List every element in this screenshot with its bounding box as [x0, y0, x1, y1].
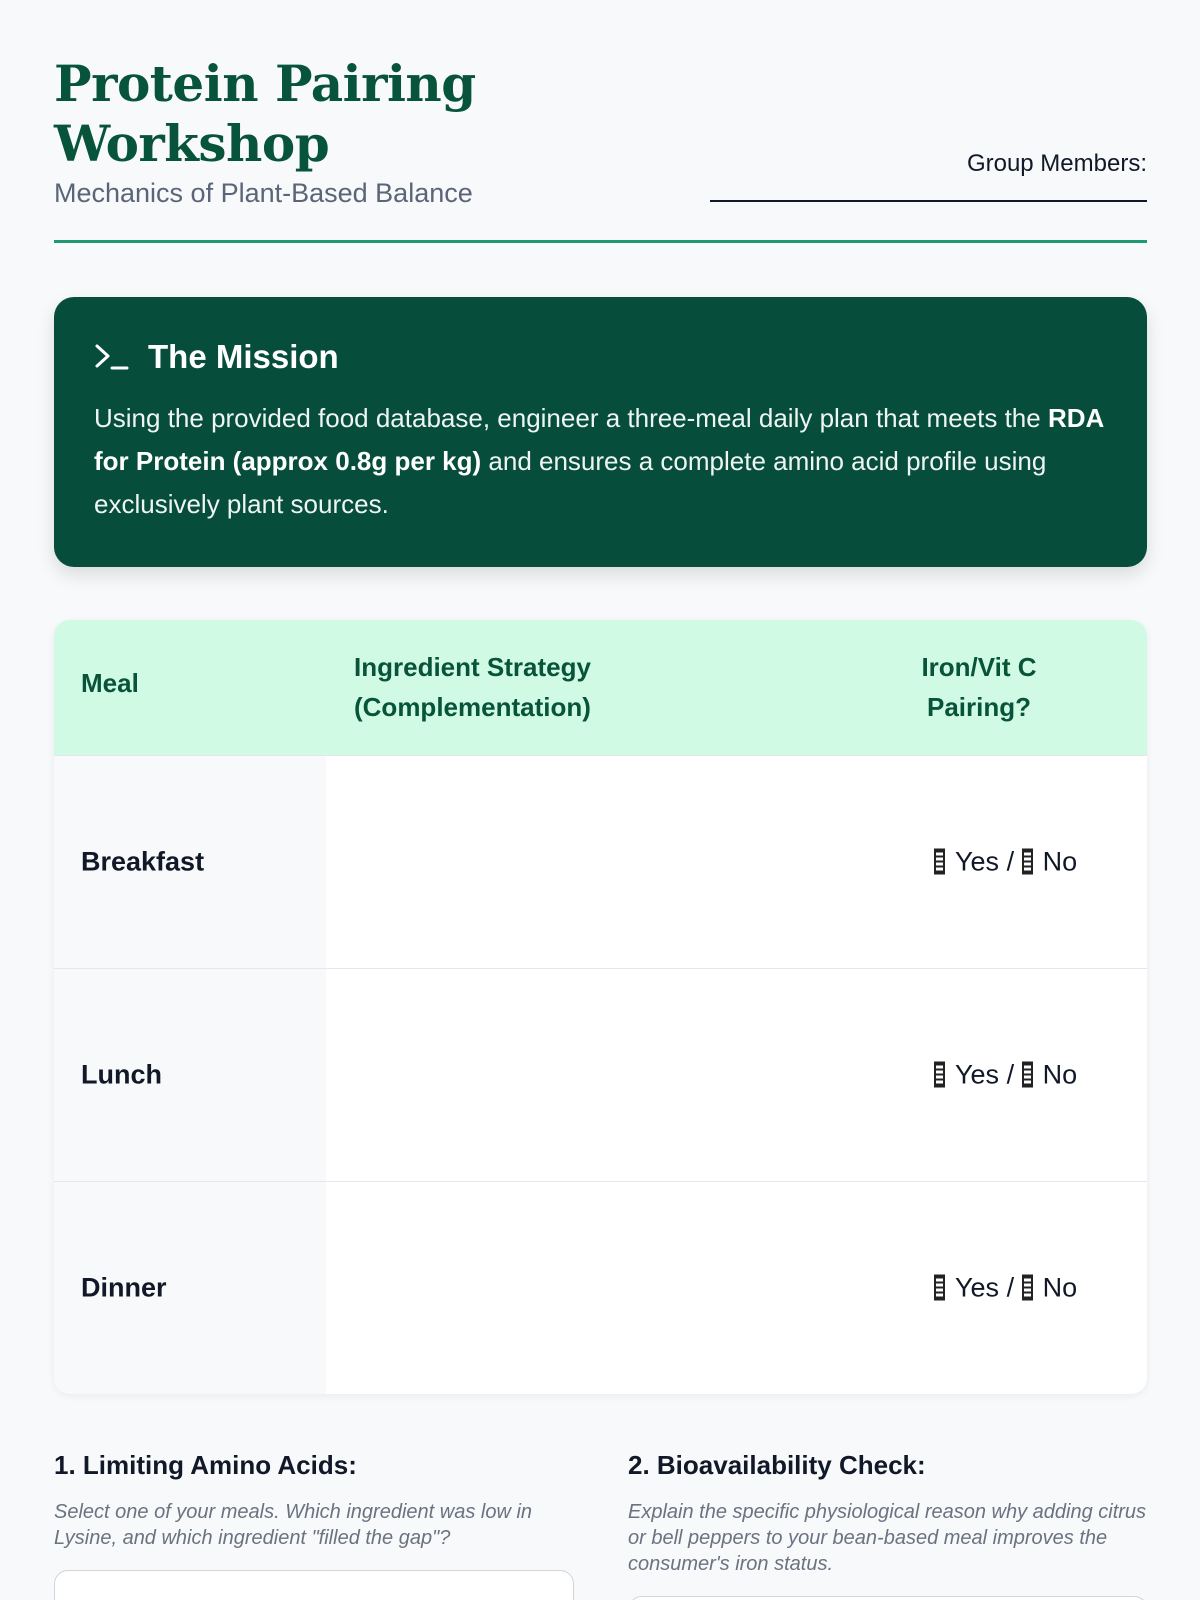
- group-members-line[interactable]: [710, 200, 1147, 202]
- meal-cell: [54, 756, 326, 968]
- header-ingredient-line1: Ingredient Strategy: [354, 652, 591, 682]
- table-row: [54, 755, 1147, 968]
- yes-checkbox[interactable]: [934, 849, 945, 875]
- answer-box[interactable]: [54, 1570, 574, 1600]
- mission-text: [94, 397, 1104, 526]
- meal-cell: [54, 969, 326, 1181]
- header-meal: Meal: [81, 668, 139, 698]
- no-checkbox[interactable]: [1022, 1275, 1033, 1301]
- mission-title: The Mission: [148, 338, 339, 375]
- mission-card: [54, 297, 1147, 567]
- meal-cell: [54, 1182, 326, 1394]
- header-ingredient-line2: (Complementation): [354, 692, 591, 722]
- no-checkbox[interactable]: [1022, 849, 1033, 875]
- no-label: No: [1042, 1059, 1078, 1090]
- pairing-cell: [934, 847, 1077, 878]
- mission-text-start: Using the provided food database, engineer a three-meal daily plan that meets the: [94, 403, 1048, 433]
- question-help: Explain the specific physiological reason why adding citrus or bell peppers to your bean-based meal improves the consumer's iron status.: [628, 1501, 1147, 1575]
- pairing-cell: [934, 1060, 1077, 1091]
- question-help: Select one of your meals. Which ingredient was low in Lysine, and which ingredient "filled the gap"?: [54, 1501, 533, 1549]
- table-row: [54, 1181, 1147, 1394]
- no-label: No: [1042, 846, 1078, 877]
- no-checkbox[interactable]: [1022, 1062, 1033, 1088]
- page-subtitle: Mechanics of Plant-Based Balance: [54, 178, 473, 208]
- pairing-cell: [934, 1273, 1077, 1304]
- yes-checkbox[interactable]: [934, 1275, 945, 1301]
- header-pairing-line2: Pairing?: [926, 692, 1031, 722]
- yes-label: Yes: [955, 846, 1000, 877]
- meal-label: Dinner: [81, 1272, 167, 1303]
- ingredient-strategy-cell[interactable]: [326, 756, 886, 968]
- ingredient-strategy-cell[interactable]: [326, 1182, 886, 1394]
- yes-label: Yes: [955, 1059, 1000, 1090]
- mission-text-end: and ensures a complete amino acid profile using exclusively plant sources.: [94, 446, 1047, 519]
- ingredient-strategy-cell[interactable]: [326, 969, 886, 1181]
- question-bioavailability-check: [628, 1450, 1148, 1577]
- table-header: [54, 620, 1147, 755]
- question-limiting-amino-acids: [54, 1450, 574, 1551]
- table-row: [54, 968, 1147, 1181]
- page-title: Protein Pairing Workshop: [54, 54, 476, 173]
- yes-label: Yes: [955, 1272, 1000, 1303]
- meal-label: Lunch: [81, 1059, 162, 1090]
- question-title: 2. Bioavailability Check:: [628, 1450, 926, 1480]
- meal-plan-table: [54, 620, 1147, 1394]
- separator: /: [1006, 1059, 1015, 1090]
- header-ingredient-strategy: [354, 647, 591, 727]
- separator: /: [1006, 1272, 1015, 1303]
- mission-text-bold: RDA for Protein (approx 0.8g per kg): [94, 403, 1104, 476]
- question-title: 1. Limiting Amino Acids:: [54, 1450, 357, 1480]
- answer-box[interactable]: [628, 1596, 1148, 1600]
- meal-label: Breakfast: [81, 846, 205, 877]
- no-label: No: [1042, 1272, 1078, 1303]
- separator: /: [1006, 846, 1015, 877]
- worksheet-header: [54, 0, 1147, 243]
- header-pairing-line1: Iron/Vit C: [921, 652, 1037, 682]
- group-members-label: Group Members:: [966, 150, 1147, 177]
- header-pairing: [884, 647, 1074, 727]
- terminal-prompt-icon: [94, 342, 130, 372]
- yes-checkbox[interactable]: [934, 1062, 945, 1088]
